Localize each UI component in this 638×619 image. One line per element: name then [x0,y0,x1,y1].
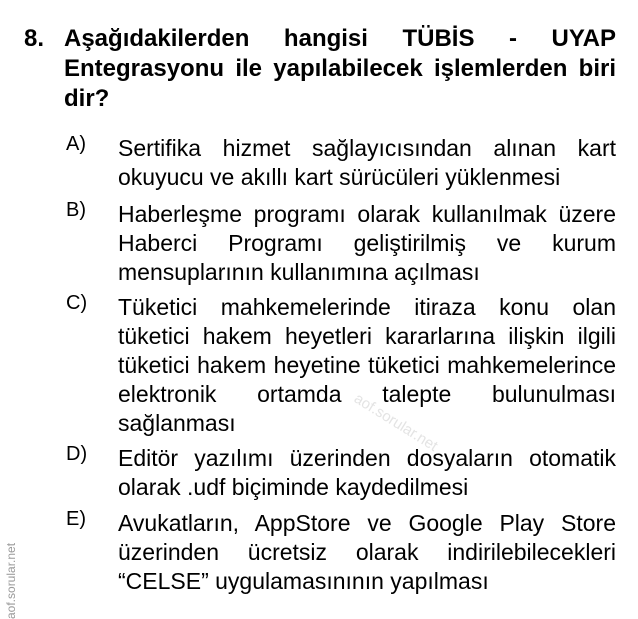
question-text: Aşağıdakilerden hangisi TÜBİS - UYAP Entegrasyonu ile yapılabilecek işlemlerden biri dir? [64,25,616,112]
option-text: Sertifika hizmet sağlayıcısından alınan kart okuyucu ve akıllı kart sürücüleri yüklenmesi [118,135,616,190]
option-letter: A) [66,133,86,155]
option-letter: C) [66,292,88,314]
watermark-side: aof.sorular.net [4,542,18,619]
option-c[interactable] [66,293,616,438]
watermark-center: aof.sorular.net [350,390,441,455]
answer-options [66,134,616,596]
option-text: Editör yazılımı üzerinden dosyaların otomatik olarak .udf biçiminde kaydedilmesi [118,445,616,500]
option-text: Avukatların, AppStore ve Google Play Store üzerinden ücretsiz olarak indirilebilecekleri “CELSE” uygulamasınının yapılması [118,510,616,594]
question-number: 8. [24,25,45,52]
option-b[interactable] [66,200,616,287]
option-text: Tüketici mahkemelerinde itiraza konu olan tüketici hakem heyetleri kararlarına ilişkin ilgili tüketici hakem heyetine tüketici mahkemelerince elektronik ortamda talepte bulunulması sağlanması [118,294,616,436]
option-d[interactable] [66,444,616,502]
option-text: Haberleşme programı olarak kullanılmak üzere Haberci Programı geliştirilmiş ve kurum mensuplarının kullanımına açılması [118,201,616,285]
question [24,24,616,114]
option-letter: B) [66,199,86,221]
option-e[interactable] [66,509,616,596]
option-letter: D) [66,443,88,465]
option-a[interactable] [66,134,616,192]
option-letter: E) [66,508,86,530]
